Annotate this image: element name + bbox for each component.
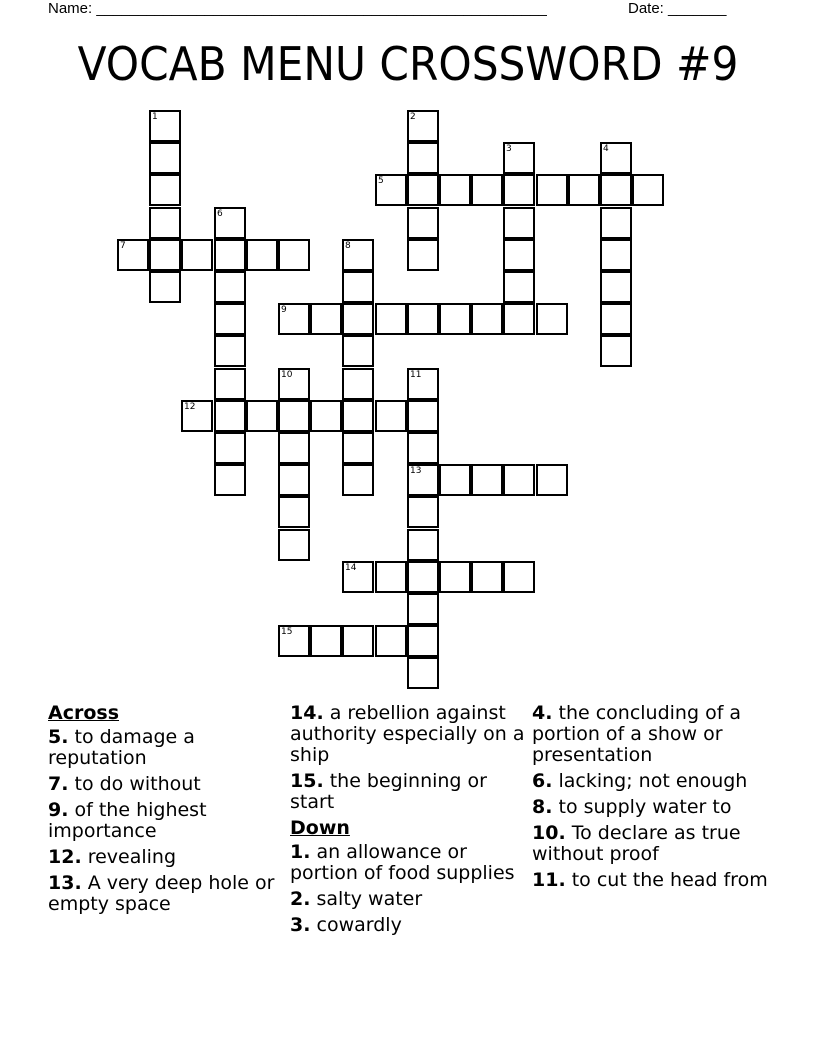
clue-across-5: 5. to damage a reputation xyxy=(48,726,195,769)
grid-cell[interactable] xyxy=(278,239,310,271)
grid-cell[interactable] xyxy=(117,239,149,271)
grid-cell[interactable] xyxy=(536,464,568,496)
grid-cell[interactable] xyxy=(439,303,471,335)
grid-cell[interactable] xyxy=(503,271,535,303)
grid-cell[interactable] xyxy=(214,368,246,400)
clue-across-14: 14. a rebellion against authority especially on a ship xyxy=(290,702,525,766)
clue-number: 2 xyxy=(410,112,416,122)
grid-cell[interactable] xyxy=(600,142,632,174)
clue-number: 7 xyxy=(120,241,126,251)
clue-down-1: 1. an allowance or portion of food supplies xyxy=(290,841,515,884)
grid-cell[interactable] xyxy=(375,561,407,593)
clue-number: 3 xyxy=(506,144,512,154)
grid-cell[interactable] xyxy=(181,239,213,271)
grid-cell[interactable] xyxy=(407,625,439,657)
grid-cell[interactable] xyxy=(310,400,342,432)
grid-cell[interactable] xyxy=(181,400,213,432)
grid-cell[interactable] xyxy=(568,174,600,206)
clue-down-3: 3. cowardly xyxy=(290,914,402,936)
grid-cell[interactable] xyxy=(407,142,439,174)
grid-cell[interactable] xyxy=(310,303,342,335)
grid-cell[interactable] xyxy=(407,400,439,432)
grid-cell[interactable] xyxy=(278,625,310,657)
clue-number: 9 xyxy=(281,305,287,315)
grid-cell[interactable] xyxy=(503,239,535,271)
grid-cell[interactable] xyxy=(407,561,439,593)
grid-cell[interactable] xyxy=(375,303,407,335)
grid-cell[interactable] xyxy=(214,400,246,432)
clue-number: 4 xyxy=(603,144,609,154)
clue-down-8: 8. to supply water to xyxy=(532,796,732,818)
date-field-label: Date: _______ xyxy=(628,0,727,17)
clue-across-9: 9. of the highest importance xyxy=(48,799,207,842)
grid-cell[interactable] xyxy=(536,174,568,206)
grid-cell[interactable] xyxy=(214,432,246,464)
grid-cell[interactable] xyxy=(407,432,439,464)
name-field-label: Name: ______________________________________________________ xyxy=(48,0,547,17)
grid-cell[interactable] xyxy=(278,529,310,561)
grid-cell[interactable] xyxy=(246,239,278,271)
across-heading: Across xyxy=(48,702,120,724)
grid-cell[interactable] xyxy=(342,400,374,432)
grid-cell[interactable] xyxy=(278,368,310,400)
grid-cell[interactable] xyxy=(149,239,181,271)
grid-cell[interactable] xyxy=(600,207,632,239)
clue-down-2: 2. salty water xyxy=(290,888,423,910)
grid-cell[interactable] xyxy=(342,432,374,464)
clues-column-3 xyxy=(532,703,772,896)
clue-down-10: 10. To declare as true without proof xyxy=(532,822,741,865)
grid-cell[interactable] xyxy=(471,174,503,206)
clue-number: 15 xyxy=(281,627,293,637)
grid-cell[interactable] xyxy=(471,561,503,593)
grid-cell[interactable] xyxy=(214,464,246,496)
grid-cell[interactable] xyxy=(503,142,535,174)
grid-cell[interactable] xyxy=(439,174,471,206)
clue-down-4: 4. the concluding of a portion of a show or presentation xyxy=(532,702,742,766)
grid-cell[interactable] xyxy=(375,625,407,657)
grid-cell[interactable] xyxy=(503,464,535,496)
clue-down-6: 6. lacking; not enough xyxy=(532,770,748,792)
grid-cell[interactable] xyxy=(503,174,535,206)
clue-number: 6 xyxy=(217,209,223,219)
grid-cell[interactable] xyxy=(439,561,471,593)
grid-cell[interactable] xyxy=(214,303,246,335)
grid-cell[interactable] xyxy=(407,593,439,625)
grid-cell[interactable] xyxy=(342,625,374,657)
down-heading: Down xyxy=(290,817,350,839)
grid-cell[interactable] xyxy=(375,400,407,432)
clue-across-12: 12. revealing xyxy=(48,846,177,868)
grid-cell[interactable] xyxy=(407,464,439,496)
clue-across-15: 15. the beginning or start xyxy=(290,770,487,813)
grid-cell[interactable] xyxy=(310,625,342,657)
grid-cell[interactable] xyxy=(407,368,439,400)
grid-cell[interactable] xyxy=(600,335,632,367)
grid-cell[interactable] xyxy=(149,174,181,206)
grid-cell[interactable] xyxy=(503,561,535,593)
grid-cell[interactable] xyxy=(342,561,374,593)
grid-cell[interactable] xyxy=(471,303,503,335)
grid-cell[interactable] xyxy=(278,496,310,528)
grid-cell[interactable] xyxy=(536,303,568,335)
grid-cell[interactable] xyxy=(407,174,439,206)
clue-number: 12 xyxy=(184,402,196,412)
clue-across-7: 7. to do without xyxy=(48,773,201,795)
grid-cell[interactable] xyxy=(214,239,246,271)
clue-across-13: 13. A very deep hole or empty space xyxy=(48,872,275,915)
grid-cell[interactable] xyxy=(278,464,310,496)
grid-cell[interactable] xyxy=(149,207,181,239)
grid-cell[interactable] xyxy=(278,400,310,432)
grid-cell[interactable] xyxy=(600,174,632,206)
grid-cell[interactable] xyxy=(342,271,374,303)
grid-cell[interactable] xyxy=(214,271,246,303)
grid-cell[interactable] xyxy=(149,110,181,142)
grid-cell[interactable] xyxy=(600,239,632,271)
grid-cell[interactable] xyxy=(214,335,246,367)
grid-cell[interactable] xyxy=(214,207,246,239)
clue-number: 11 xyxy=(410,370,422,380)
clue-number: 1 xyxy=(152,112,158,122)
grid-cell[interactable] xyxy=(471,464,503,496)
grid-cell[interactable] xyxy=(407,657,439,689)
clue-down-11: 11. to cut the head from xyxy=(532,869,768,891)
grid-cell[interactable] xyxy=(407,529,439,561)
grid-cell[interactable] xyxy=(439,464,471,496)
grid-cell[interactable] xyxy=(342,335,374,367)
grid-cell[interactable] xyxy=(342,239,374,271)
grid-cell[interactable] xyxy=(407,239,439,271)
grid-cell[interactable] xyxy=(632,174,664,206)
grid-cell[interactable] xyxy=(407,303,439,335)
clue-number: 13 xyxy=(410,466,422,476)
clue-number: 14 xyxy=(345,563,357,573)
grid-cell[interactable] xyxy=(278,303,310,335)
clues-column-1 xyxy=(48,703,278,920)
grid-cell[interactable] xyxy=(503,207,535,239)
grid-cell[interactable] xyxy=(246,400,278,432)
grid-cell[interactable] xyxy=(503,303,535,335)
grid-cell[interactable] xyxy=(600,303,632,335)
grid-cell[interactable] xyxy=(278,432,310,464)
grid-cell[interactable] xyxy=(375,174,407,206)
grid-cell[interactable] xyxy=(342,464,374,496)
grid-cell[interactable] xyxy=(149,271,181,303)
clue-number: 5 xyxy=(378,176,384,186)
grid-cell[interactable] xyxy=(342,303,374,335)
clue-number: 10 xyxy=(281,370,293,380)
grid-cell[interactable] xyxy=(407,207,439,239)
grid-cell[interactable] xyxy=(600,271,632,303)
clue-number: 8 xyxy=(345,241,351,251)
grid-cell[interactable] xyxy=(149,142,181,174)
grid-cell[interactable] xyxy=(407,496,439,528)
page-title: VOCAB MENU CROSSWORD #9 xyxy=(77,37,739,91)
grid-cell[interactable] xyxy=(407,110,439,142)
grid-cell[interactable] xyxy=(342,368,374,400)
clues-column-2 xyxy=(290,703,530,941)
